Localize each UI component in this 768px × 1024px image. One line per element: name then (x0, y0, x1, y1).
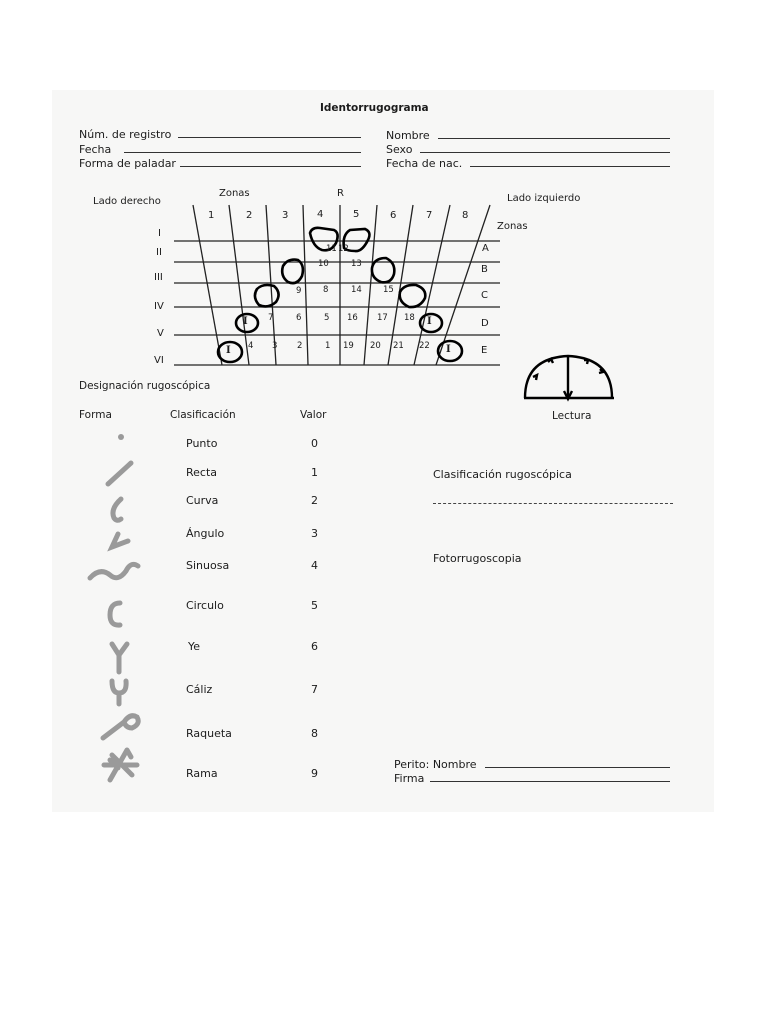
cell-number: 9 (296, 286, 302, 296)
class-name: Punto (186, 437, 218, 450)
class-value: 6 (311, 640, 318, 653)
col-label: 6 (390, 210, 397, 221)
r-label: R (337, 188, 344, 199)
cell-number: 21 (393, 341, 404, 351)
class-value: 0 (311, 437, 318, 450)
clasificacion-rugoscopica-label: Clasificación rugoscópica (433, 468, 572, 481)
curva-shape-icon (113, 499, 121, 520)
class-name: Sinuosa (186, 559, 230, 572)
lado-izquierdo-label: Lado izquierdo (507, 193, 581, 204)
cell-number: 15 (383, 285, 394, 295)
circle-mark: I (427, 316, 432, 327)
col-label: 1 (208, 210, 215, 221)
row-label-right: D (481, 318, 489, 329)
perito-nombre-field[interactable] (485, 767, 670, 768)
class-name: Raqueta (186, 727, 232, 740)
sinuosa-shape-icon (90, 564, 138, 578)
rama-shape-icon (104, 750, 137, 780)
cell-number: 12 (338, 244, 349, 254)
class-name: Cáliz (186, 683, 213, 696)
class-value: 1 (311, 466, 318, 479)
cell-number: 7 (268, 313, 274, 323)
col-label: 2 (246, 210, 253, 221)
circle-mark: I (226, 345, 231, 356)
circle-mark: I (446, 344, 451, 355)
cell-number: 18 (404, 313, 415, 323)
class-name: Circulo (186, 599, 224, 612)
cell-number: 8 (323, 285, 329, 295)
col-label: 3 (282, 210, 289, 221)
cell-number: 16 (347, 313, 358, 323)
forma-paladar-label: Forma de paladar (79, 157, 176, 170)
cell-number: 2 (297, 341, 303, 351)
firma-field[interactable] (430, 781, 670, 782)
fecha-nac-label: Fecha de nac. (386, 157, 463, 170)
cell-number: 20 (370, 341, 381, 351)
row-label-right: B (481, 264, 488, 275)
punto-shape-icon (118, 434, 124, 440)
zonas-top-label: Zonas (219, 188, 250, 199)
registro-label: Núm. de registro (79, 128, 172, 141)
valor-header: Valor (300, 409, 327, 421)
col-label: 7 (426, 210, 433, 221)
class-name: Ye (188, 640, 201, 653)
class-value: 8 (311, 727, 318, 740)
class-value: 9 (311, 767, 318, 780)
fecha-label: Fecha (79, 143, 112, 156)
clasificacion-rugoscopica-field[interactable] (433, 503, 673, 504)
cell-number: 11 (326, 244, 337, 254)
cell-number: 5 (324, 313, 330, 323)
class-value: 3 (311, 527, 318, 540)
class-name: Ángulo (186, 527, 225, 540)
raqueta-shape-icon (103, 716, 138, 738)
row-label-right: E (481, 345, 488, 356)
col-label: 4 (317, 209, 324, 220)
circle-mark: I (243, 316, 248, 327)
class-name: Recta (186, 466, 218, 479)
cell-number: 17 (377, 313, 388, 323)
firma-label: Firma (394, 772, 425, 785)
zonas-right-label: Zonas (497, 221, 528, 232)
class-value: 7 (311, 683, 318, 696)
cell-number: 6 (296, 313, 302, 323)
ye-shape-icon (112, 644, 127, 672)
angulo-shape-icon (112, 534, 128, 547)
class-value: 4 (311, 559, 318, 572)
col-label: 8 (462, 210, 469, 221)
cell-number: 10 (318, 259, 329, 269)
circulo-shape-icon (110, 603, 120, 625)
forma-header: Forma (79, 409, 112, 421)
designacion-label: Designación rugoscópica (79, 380, 211, 392)
lectura-label: Lectura (552, 410, 592, 422)
nombre-label: Nombre (386, 129, 430, 142)
sexo-label: Sexo (386, 143, 413, 156)
cell-number: 13 (351, 259, 362, 269)
row-label: I (158, 228, 161, 239)
cell-number: 14 (351, 285, 362, 295)
class-value: 5 (311, 599, 318, 612)
lado-derecho-label: Lado derecho (93, 196, 161, 207)
row-label-right: C (481, 290, 488, 301)
cell-number: 4 (248, 341, 254, 351)
cell-number: 1 (325, 341, 331, 351)
col-label: 5 (353, 209, 360, 220)
cell-number: 19 (343, 341, 354, 351)
form-title: Identorrugograma (320, 102, 429, 114)
class-name: Rama (186, 767, 218, 780)
row-label: VI (154, 355, 164, 366)
class-value: 2 (311, 494, 318, 507)
caliz-shape-icon (112, 681, 126, 704)
recta-shape-icon (108, 463, 131, 484)
row-label: IV (154, 301, 164, 312)
row-label: II (156, 247, 162, 258)
perito-nombre-label: Perito: Nombre (394, 758, 477, 771)
row-label-right: A (482, 243, 489, 254)
fotorrugoscopia-label: Fotorrugoscopia (433, 552, 522, 565)
class-name: Curva (186, 494, 219, 507)
cell-number: 3 (272, 341, 278, 351)
cell-number: 22 (419, 341, 430, 351)
row-label: III (154, 272, 163, 283)
row-label: V (157, 328, 164, 339)
clasificacion-header: Clasificación (170, 409, 236, 421)
